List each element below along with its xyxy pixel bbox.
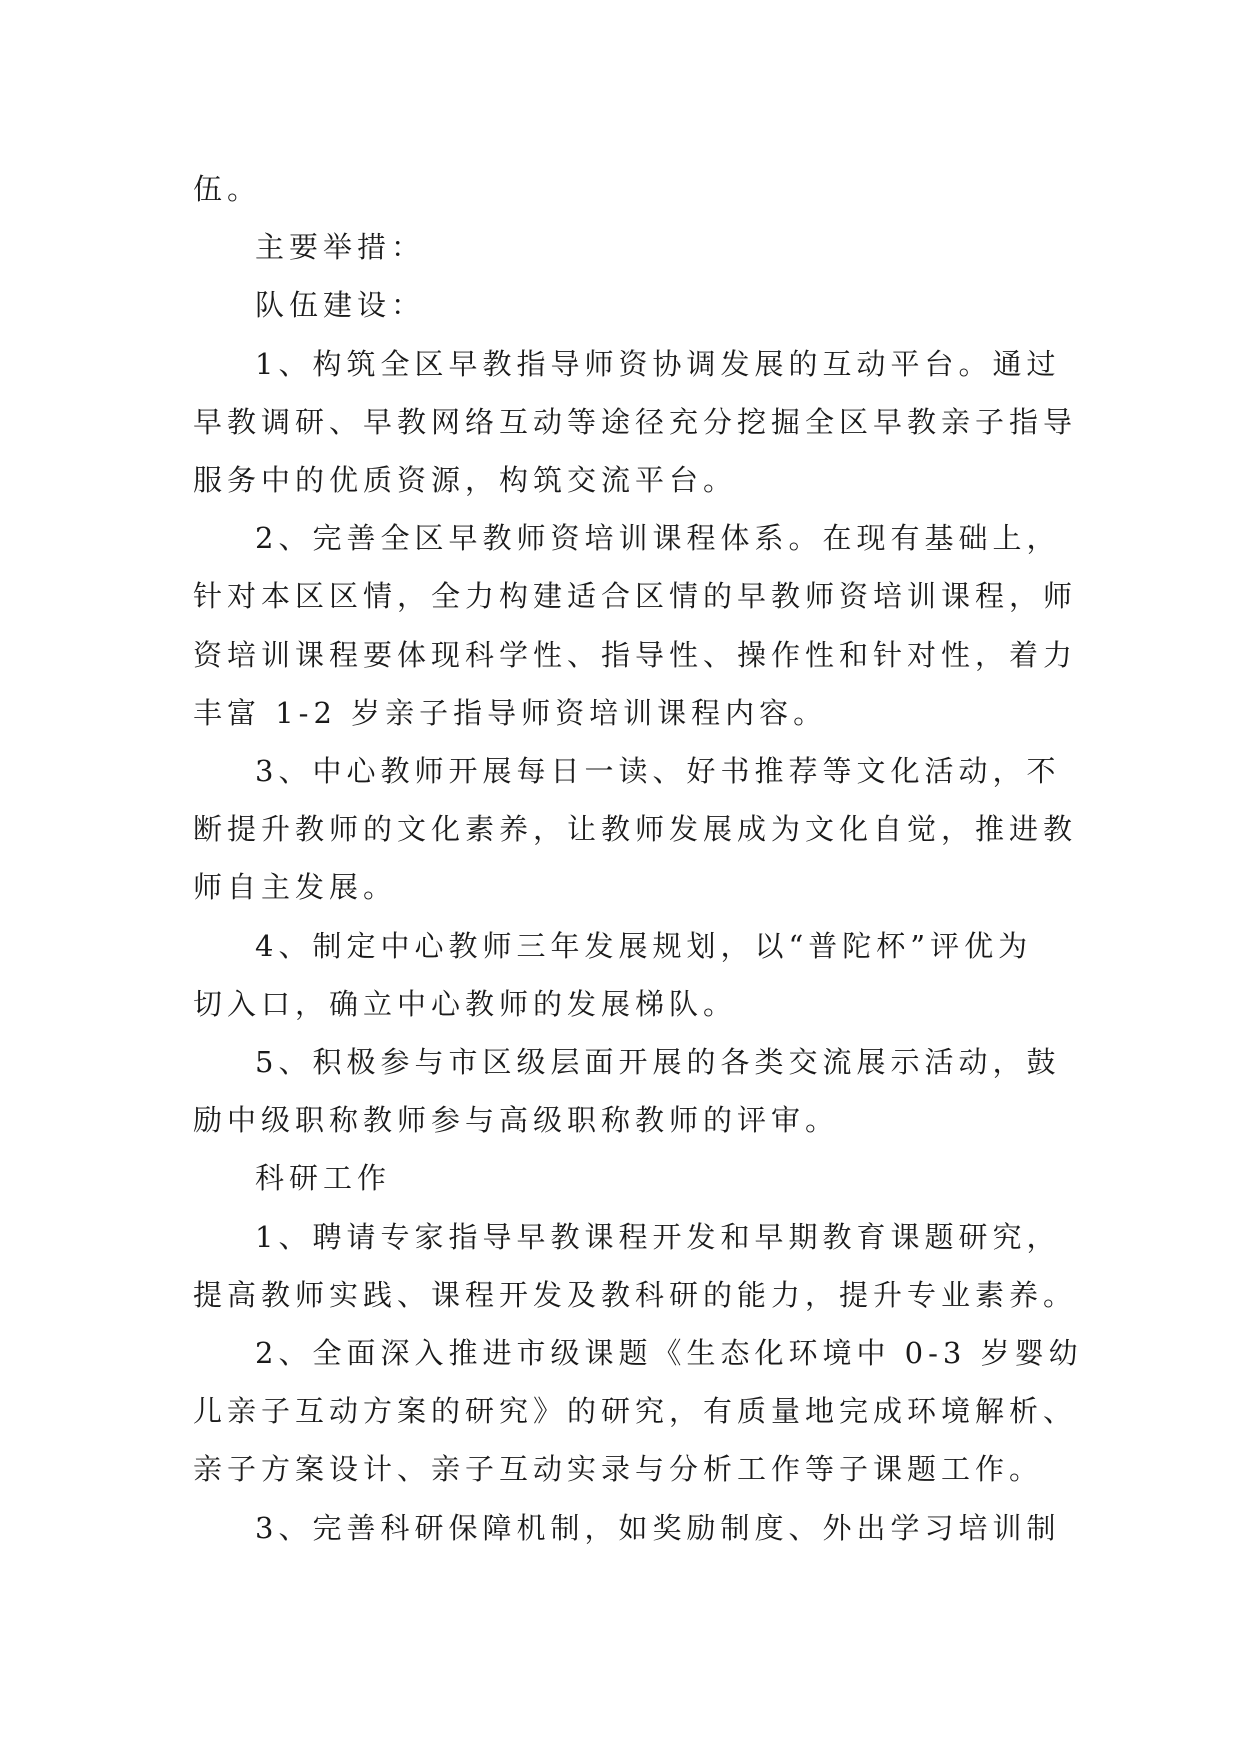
text-line: 1、构筑全区早教指导师资协调发展的互动平台。通过 [255, 346, 1061, 381]
text-line: 儿亲子互动方案的研究》的研究，有质量地完成环境解析、 [193, 1394, 1078, 1429]
text-line: 师自主发展。 [193, 870, 398, 905]
text-line: 伍。 [193, 172, 262, 206]
text-line: 亲子方案设计、亲子互动实录与分析工作等子课题工作。 [193, 1452, 1044, 1487]
text-line: 科研工作 [255, 1161, 392, 1196]
text-line: 针对本区区情，全力构建适合区情的早教师资培训课程，师 [193, 579, 1078, 614]
text-line: 早教调研、早教网络互动等途径充分挖掘全区早教亲子指导 [193, 404, 1078, 439]
text-line: 资培训课程要体现科学性、指导性、操作性和针对性，着力 [193, 637, 1078, 672]
text-line: 切入口，确立中心教师的发展梯队。 [193, 986, 738, 1021]
text-line: 3、中心教师开展每日一读、好书推荐等文化活动，不 [255, 754, 1061, 789]
document-body [193, 160, 1083, 1557]
text-line: 2、全面深入推进市级课题《生态化环境中 0-3 岁婴幼 [255, 1336, 1083, 1371]
text-line: 励中级职称教师参与高级职称教师的评审。 [193, 1103, 840, 1138]
text-line: 丰富 1-2 岁亲子指导师资培训课程内容。 [193, 695, 828, 730]
text-line: 3、完善科研保障机制，如奖励制度、外出学习培训制 [255, 1510, 1061, 1545]
text-line: 主要举措： [255, 230, 426, 265]
text-line: 1、聘请专家指导早教课程开发和早期教育课题研究， [255, 1219, 1061, 1254]
text-line: 服务中的优质资源，构筑交流平台。 [193, 463, 738, 498]
text-line: 断提升教师的文化素养，让教师发展成为文化自觉，推进教 [193, 812, 1078, 847]
text-line: 队伍建设： [255, 288, 426, 323]
text-line: 4、制定中心教师三年发展规划，以“普陀杯”评优为 [255, 928, 1033, 963]
text-line: 5、积极参与市区级层面开展的各类交流展示活动，鼓 [255, 1045, 1061, 1080]
text-line: 提高教师实践、课程开发及教科研的能力，提升专业素养。 [193, 1277, 1078, 1312]
text-line: 2、完善全区早教师资培训课程体系。在现有基础上， [255, 521, 1061, 556]
